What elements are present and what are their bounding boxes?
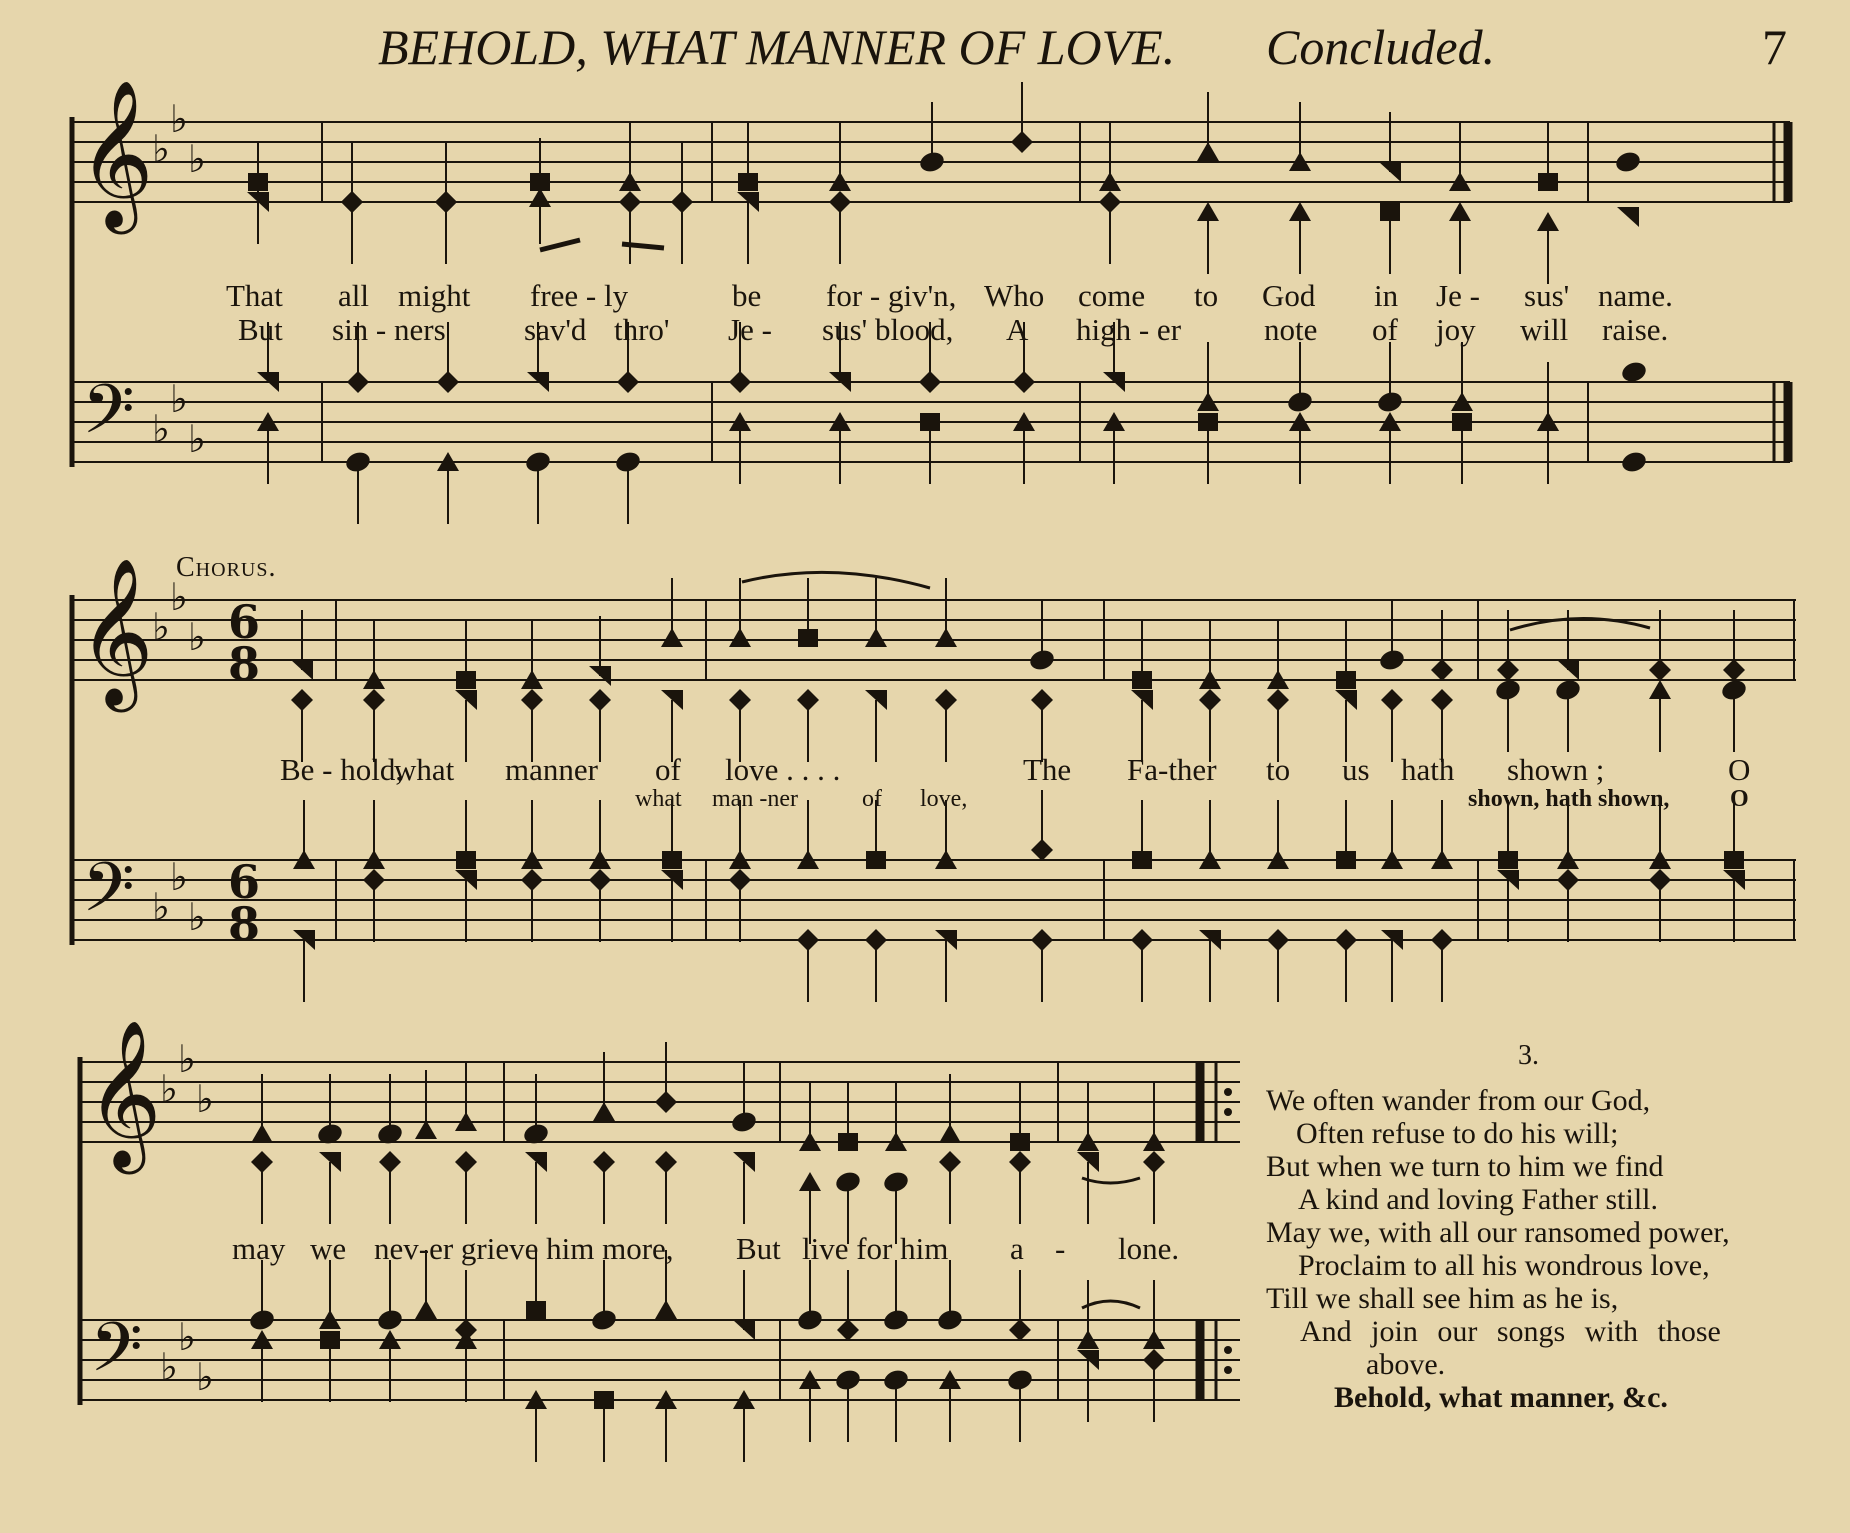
bass-clef-icon: 𝄢	[90, 1309, 143, 1404]
lyric-word: name.	[1598, 278, 1673, 313]
flat-icon: ♭	[170, 575, 188, 619]
flat-icon: ♭	[152, 407, 170, 451]
round-note	[1614, 149, 1643, 174]
lyric-word: what	[635, 786, 682, 812]
lyric-word: sav'd	[524, 312, 587, 347]
verse-line: And join our songs with those	[1300, 1315, 1721, 1348]
note-beam	[540, 240, 580, 250]
flat-icon: ♭	[152, 885, 170, 929]
flat-icon: ♭	[188, 417, 206, 461]
lyric-word: free - ly	[530, 278, 629, 313]
lyric-word: high - er	[1076, 312, 1182, 347]
repeat-dot	[1224, 1088, 1232, 1096]
repeat-dot	[1224, 1366, 1232, 1374]
verse-line: May we, with all our ransomed power,	[1266, 1216, 1730, 1249]
verse-line: Behold, what manner, &c.	[1334, 1381, 1668, 1414]
flat-icon: ♭	[160, 1345, 178, 1389]
lyric-word: we	[310, 1231, 347, 1266]
lyric-word: Be - hold,	[280, 752, 404, 787]
repeat-dot	[1224, 1108, 1232, 1116]
lyric-word: sin - ners	[332, 312, 446, 347]
lyric-word: The	[1023, 752, 1072, 787]
lyric-word: a	[1010, 1231, 1024, 1266]
flag-note	[1617, 207, 1639, 227]
lyric-word: us	[1342, 752, 1370, 787]
flat-icon: ♭	[178, 1037, 196, 1081]
flat-icon: ♭	[170, 855, 188, 899]
lyric-word: all	[338, 278, 369, 313]
verse-number: 3.	[1518, 1040, 1539, 1071]
flat-icon: ♭	[152, 127, 170, 171]
lyric-word: to	[1266, 752, 1291, 787]
lyric-word: manner	[505, 752, 598, 787]
treble-clef-icon: 𝄞	[86, 1019, 162, 1168]
treble-clef-icon: 𝄞	[78, 557, 154, 706]
flat-icon: ♭	[188, 137, 206, 181]
lyric-word: raise.	[1602, 312, 1669, 347]
lyric-word: hath	[1401, 752, 1455, 787]
lyric-word: to	[1194, 278, 1219, 313]
flat-icon: ♭	[188, 615, 206, 659]
flat-icon: ♭	[196, 1077, 214, 1121]
lyric-word: But	[736, 1231, 781, 1266]
time-signature-bottom: 8	[228, 897, 261, 951]
time-signature-bottom: 8	[228, 637, 261, 691]
flat-icon: ♭	[152, 605, 170, 649]
lyric-word: Who	[984, 278, 1045, 313]
chorus-label: Chorus.	[176, 552, 277, 583]
lyric-word: of	[862, 786, 882, 812]
lyric-word: But	[238, 312, 283, 347]
round-note	[1620, 449, 1649, 474]
bass-clef-icon: 𝄢	[82, 849, 135, 944]
lyric-word: what	[394, 752, 455, 787]
lyric-word: That	[226, 278, 283, 313]
hymn-title: BEHOLD, WHAT MANNER OF LOVE.	[378, 19, 1176, 75]
verse-line: Proclaim to all his wondrous love,	[1298, 1249, 1710, 1282]
tie-arc	[1082, 1301, 1140, 1308]
lyric-word: will	[1520, 312, 1569, 347]
verse-line: But when we turn to him we find	[1266, 1150, 1664, 1183]
lyric-word: nev-er grieve him more,	[374, 1231, 674, 1266]
lyric-word: thro'	[614, 312, 670, 347]
lyric-word: come	[1078, 278, 1146, 313]
lyric-word: note	[1264, 312, 1318, 347]
treble-clef-icon: 𝄞	[78, 79, 154, 228]
page-number: 7	[1762, 19, 1787, 75]
flat-icon: ♭	[170, 377, 188, 421]
lyric-word: live for him	[802, 1231, 949, 1266]
lyric-word: God	[1262, 278, 1316, 313]
flat-icon: ♭	[196, 1355, 214, 1399]
lyric-word: for - giv'n,	[826, 278, 957, 313]
tie-arc	[742, 572, 930, 588]
note-beam	[622, 244, 664, 248]
flat-icon: ♭	[178, 1315, 196, 1359]
flat-icon: ♭	[188, 895, 206, 939]
time-signature-top: 6	[228, 595, 261, 649]
lyric-word: Je -	[1436, 278, 1480, 313]
verse-line: Often refuse to do his will;	[1296, 1117, 1619, 1150]
lyric-word: love,	[920, 786, 968, 812]
lyric-word: shown, hath shown,	[1468, 786, 1670, 812]
lyric-word: -	[1055, 1231, 1066, 1266]
lyric-word: of	[655, 752, 681, 787]
lyric-word: be	[732, 278, 762, 313]
lyric-word: love . . . .	[725, 752, 841, 787]
verse-line: We often wander from our God,	[1266, 1084, 1651, 1117]
lyric-word: of	[1372, 312, 1398, 347]
lyric-word: joy	[1436, 312, 1476, 347]
flat-icon: ♭	[160, 1067, 178, 1111]
repeat-dot	[1224, 1346, 1232, 1354]
lyric-word: sus' blood,	[822, 312, 954, 347]
lyric-word: sus'	[1524, 278, 1570, 313]
flat-icon: ♭	[170, 97, 188, 141]
concluded-label: Concluded.	[1266, 19, 1496, 75]
lyric-word: in	[1374, 278, 1399, 313]
lyric-word: man -ner	[712, 786, 798, 812]
lyric-word: O	[1730, 786, 1749, 812]
lyric-word: may	[232, 1231, 286, 1266]
bass-clef-icon: 𝄢	[82, 371, 135, 466]
verse-line: Till we shall see him as he is,	[1266, 1282, 1619, 1315]
lyric-word: might	[398, 278, 471, 313]
lyric-word: O	[1728, 752, 1751, 787]
lyric-word: lone.	[1118, 1231, 1180, 1266]
lyric-word: A	[1006, 312, 1029, 347]
lyric-word: Je -	[728, 312, 772, 347]
tie-arc	[1082, 1178, 1140, 1183]
lyric-word: shown ;	[1507, 752, 1605, 787]
round-note	[1620, 359, 1649, 384]
verse-line: above.	[1366, 1348, 1446, 1381]
lyric-word: Fa-ther	[1127, 752, 1217, 787]
time-signature-top: 6	[228, 855, 261, 909]
verse-line: A kind and loving Father still.	[1298, 1183, 1658, 1216]
